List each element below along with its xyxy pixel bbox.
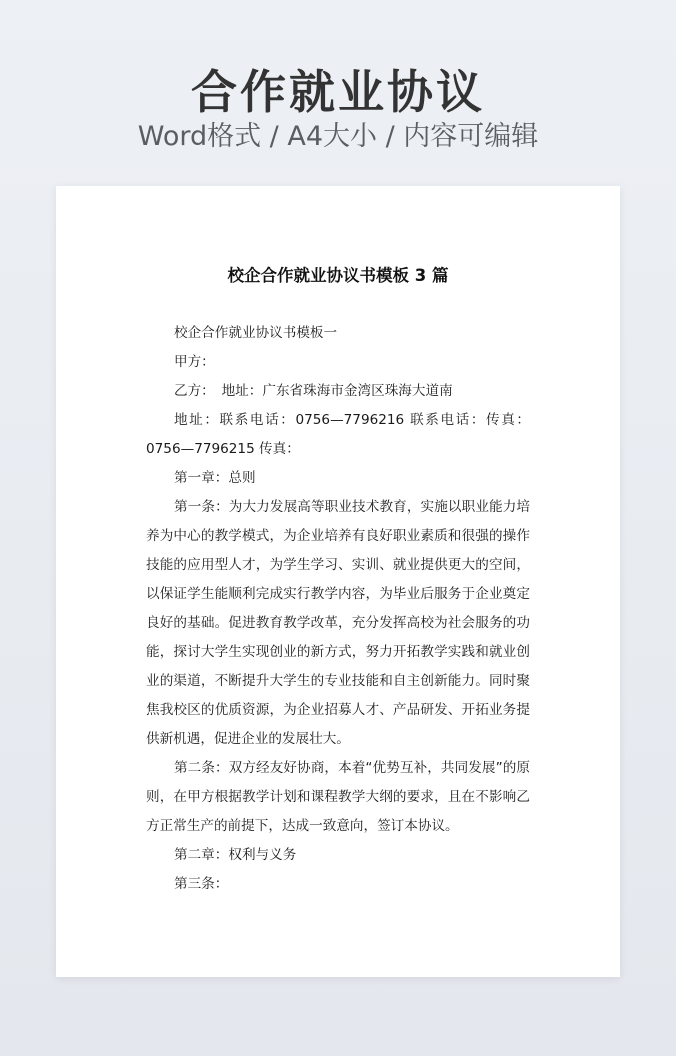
banner-title: 合作就业协议 [191, 65, 485, 119]
banner-subtitle: Word格式 / A4大小 / 内容可编辑 [137, 121, 539, 152]
doc-paragraph-chapter-1: 第一章：总则 [174, 470, 256, 486]
doc-paragraph-template-name: 校企合作就业协议书模板一 [174, 325, 338, 341]
document-title: 校企合作就业协议书模板 3 篇 [227, 266, 449, 285]
document-page [56, 186, 620, 977]
doc-paragraph-chapter-2: 第二章：权利与义务 [174, 847, 297, 863]
doc-paragraph-party-b: 乙方： 地址：广东省珠海市金湾区珠海大道南 [174, 383, 453, 399]
doc-paragraph-article-1: 第一条：为大力发展高等职业技术教育，实施以职业能力培养为中心的教学模式，为企业培养有良好职业素质和很强的操作技能的应用型人才，为学生学习、实训、就业提供更大的空间，以保证学生能顺利完成实行教学内容，为毕业后服务于企业奠定良好的基础。促进教育教学改革，充分发挥高校为社会服务的功能，探讨大学生实现创业的新方式，努力开拓教学实践和就业创业的渠道，不断提升大学生的专业技能和自主创新能力。同时聚焦我校区的优质资源，为企业招募人才、产品研发、开拓业务提供新机遇，促进企业的发展壮大。 [146, 499, 530, 747]
document-body [146, 319, 530, 899]
doc-paragraph-party-a: 甲方： [174, 354, 215, 370]
doc-paragraph-article-3: 第三条： [174, 876, 229, 892]
doc-paragraph-contact: 地址：联系电话：0756—7796216 联系电话：传真：0756—7796215 传真： [146, 412, 530, 457]
doc-paragraph-article-2: 第二条：双方经友好协商，本着“优势互补，共同发展”的原则，在甲方根据教学计划和课程教学大纲的要求，且在不影响乙方正常生产的前提下，达成一致意向，签订本协议。 [146, 760, 530, 834]
